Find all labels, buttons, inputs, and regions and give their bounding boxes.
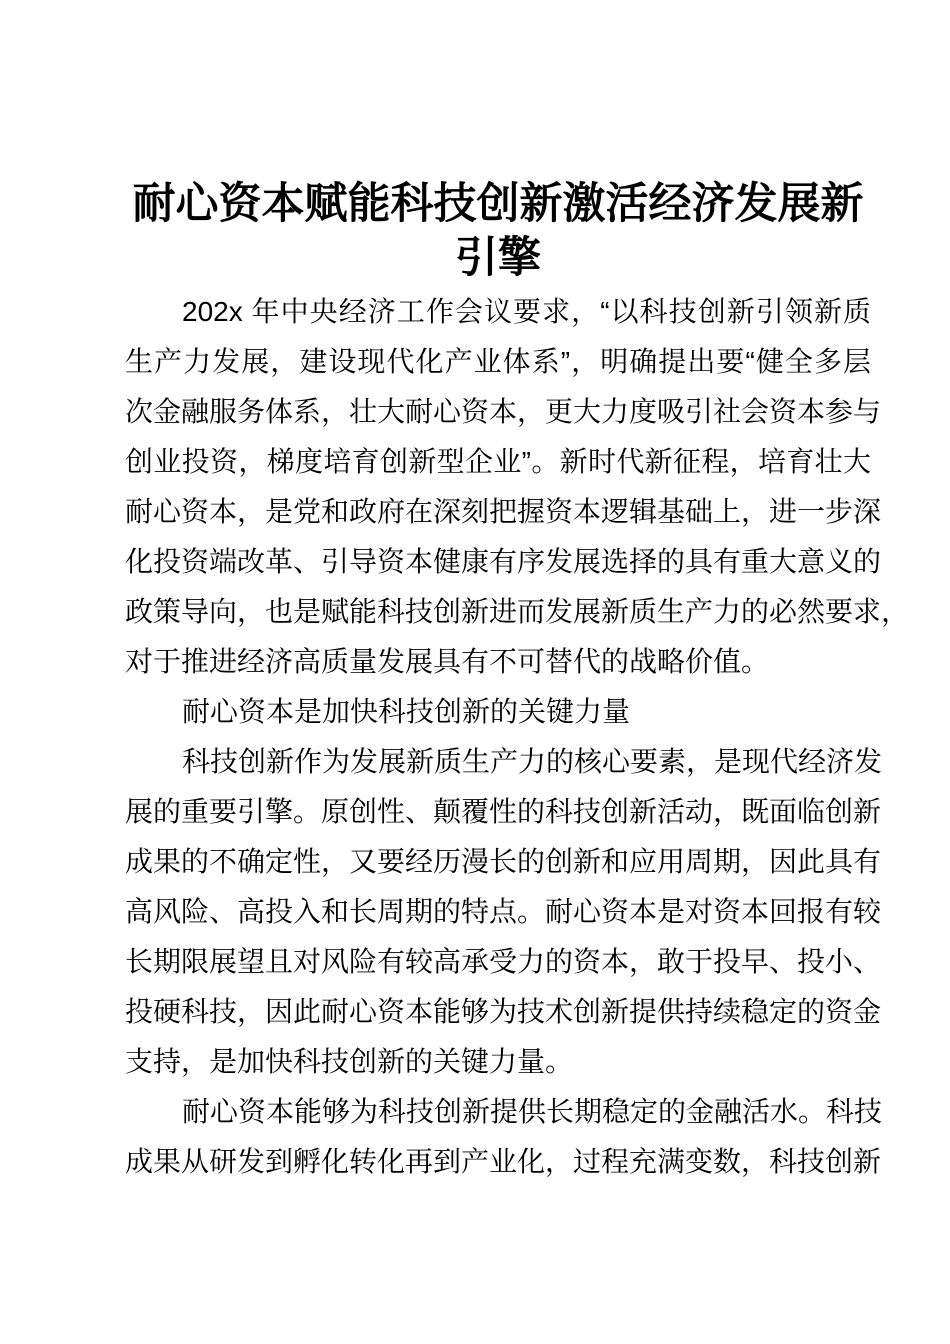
body-line: 高风险、高投入和长周期的特点。耐心资本是对资本回报有较 (125, 896, 882, 927)
body-line: 支持，是加快科技创新的关键力量。 (125, 1046, 574, 1077)
title-line: 耐心资本赋能科技创新激活经济发展新 (132, 181, 864, 228)
body-line: 创业投资，梯度培育创新型企业”。新时代新征程，培育壮大 (125, 446, 871, 477)
title-line: 引擎 (455, 235, 541, 282)
body-line: 长期限展望且对风险有较高承受力的资本，敢于投早、投小、 (125, 946, 882, 977)
body-line: 耐心资本能够为科技创新提供长期稳定的金融活水。科技 (182, 1096, 883, 1127)
body-line: 耐心资本是加快科技创新的关键力量 (182, 696, 631, 727)
body-line: 成果的不确定性，又要经历漫长的创新和应用周期，因此具有 (125, 846, 882, 877)
document-title (125, 178, 871, 286)
body-line: 202x 年中央经济工作会议要求，“以科技创新引领新质 (182, 296, 871, 327)
body-line: 政策导向，也是赋能科技创新进而发展新质生产力的必然要求， (125, 596, 910, 627)
body-line: 生产力发展，建设现代化产业体系”，明确提出要“健全多层 (125, 346, 871, 377)
body-line: 成果从研发到孵化转化再到产业化，过程充满变数，科技创新 (125, 1146, 882, 1177)
body-line: 展的重要引擎。原创性、颠覆性的科技创新活动，既面临创新 (125, 796, 882, 827)
body-line: 投硬科技，因此耐心资本能够为技术创新提供持续稳定的资金 (125, 996, 882, 1027)
body-line: 耐心资本，是党和政府在深刻把握资本逻辑基础上，进一步深 (125, 496, 882, 527)
body-line: 科技创新作为发展新质生产力的核心要素，是现代经济发 (182, 746, 883, 777)
body-line: 化投资端改革、引导资本健康有序发展选择的具有重大意义的 (125, 546, 882, 577)
body-line: 对于推进经济高质量发展具有不可替代的战略价值。 (125, 646, 770, 677)
document-body (125, 287, 910, 1187)
body-line: 次金融服务体系，壮大耐心资本，更大力度吸引社会资本参与 (125, 396, 882, 427)
